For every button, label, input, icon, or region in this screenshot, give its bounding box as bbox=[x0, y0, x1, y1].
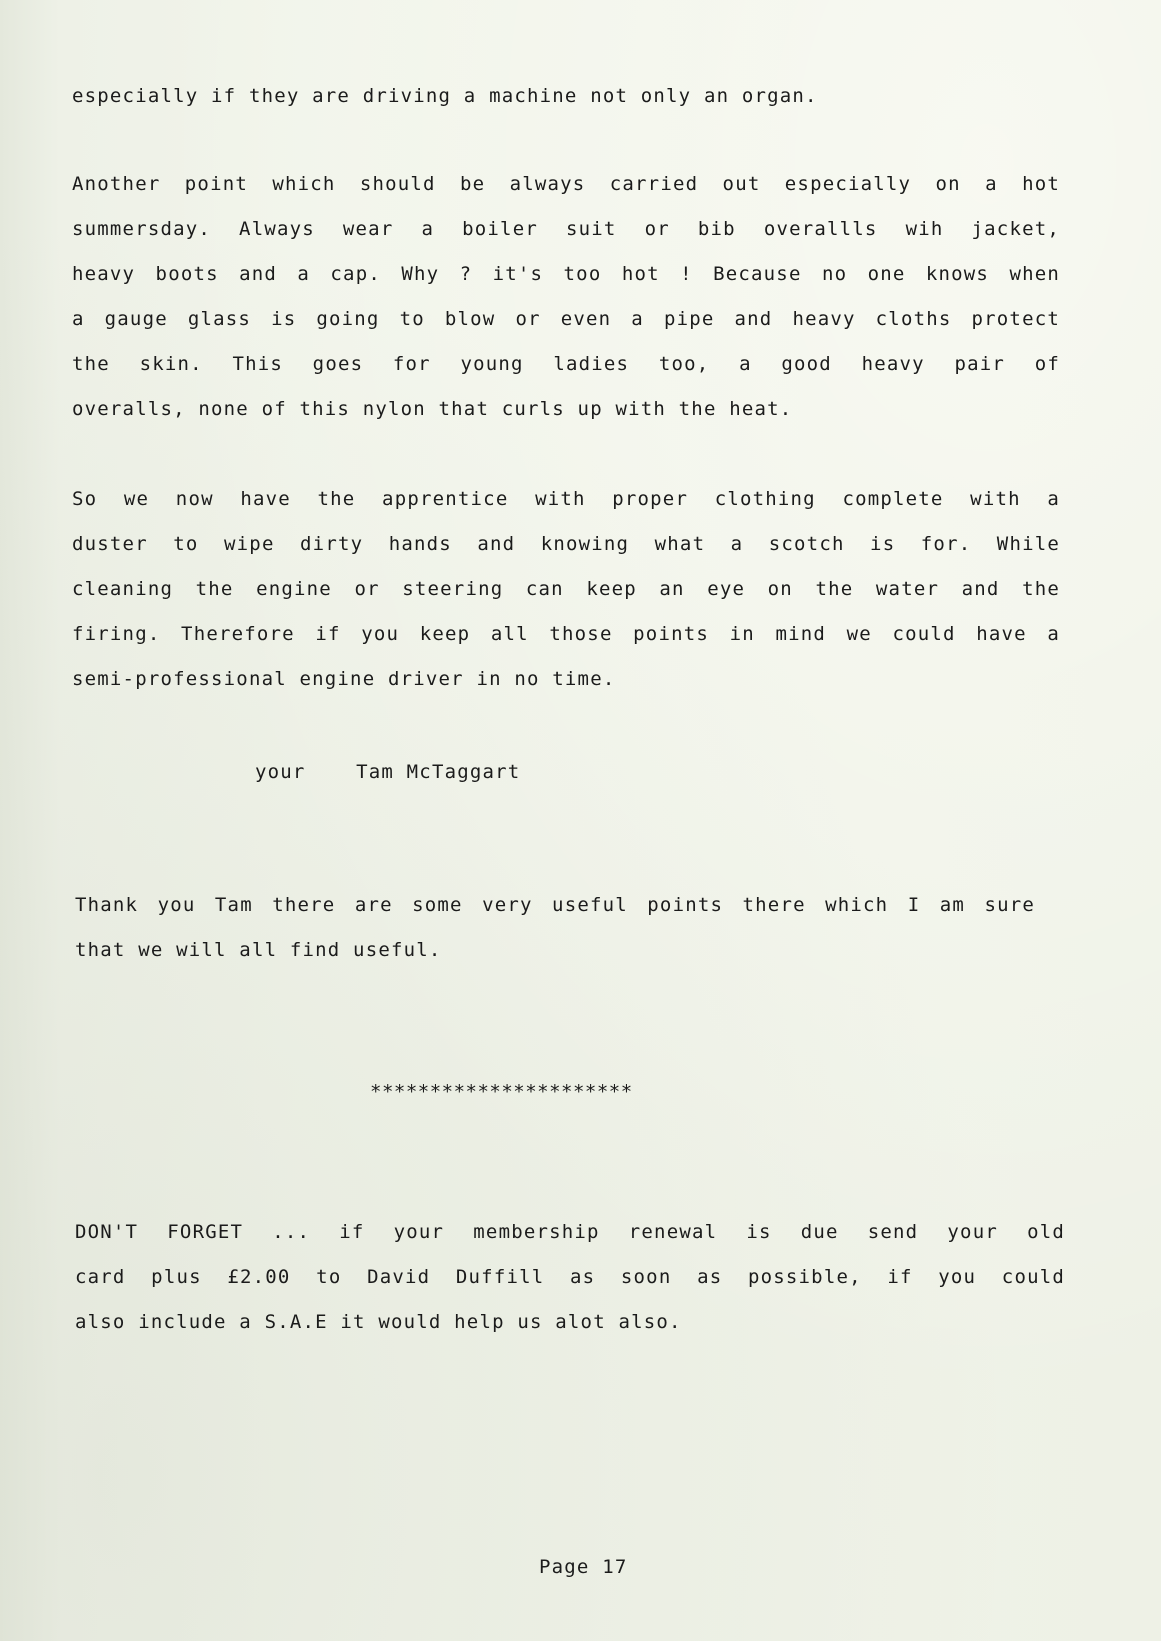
signature-line: your Tam McTaggart bbox=[255, 761, 521, 783]
text-line: Thank you Tam there are some very useful points there which I am sure bbox=[75, 894, 1035, 916]
text-line: duster to wipe dirty hands and knowing what a scotch is for. While bbox=[72, 533, 1060, 555]
text-line: summersday. Always wear a boiler suit or bib overallls wih jacket, bbox=[72, 218, 1060, 240]
text-line: that we will all find useful. bbox=[75, 939, 442, 961]
text-line: the skin. This goes for young ladies too, a good heavy pair of bbox=[72, 353, 1060, 375]
text-line: also include a S.A.E it would help us alot also. bbox=[75, 1311, 682, 1333]
text-line: card plus £2.00 to David Duffill as soon as possible, if you could bbox=[75, 1266, 1065, 1288]
text-line: DON'T FORGET ... if your membership renewal is due send your old bbox=[75, 1221, 1065, 1243]
text-line: heavy boots and a cap. Why ? it's too hot ! Because no one knows when bbox=[72, 263, 1060, 285]
page-number: Page 17 bbox=[539, 1556, 628, 1578]
text-line: So we now have the apprentice with proper clothing complete with a bbox=[72, 488, 1060, 510]
text-line: overalls, none of this nylon that curls up with the heat. bbox=[72, 398, 793, 420]
text-line: a gauge glass is going to blow or even a pipe and heavy cloths protect bbox=[72, 308, 1060, 330]
text-line: firing. Therefore if you keep all those points in mind we could have a bbox=[72, 623, 1060, 645]
section-divider: ********************** bbox=[370, 1081, 633, 1103]
text-line: cleaning the engine or steering can keep an eye on the water and the bbox=[72, 578, 1060, 600]
text-line: semi-professional engine driver in no time. bbox=[72, 668, 616, 690]
text-line: especially if they are driving a machine not only an organ. bbox=[72, 85, 818, 107]
text-line: Another point which should be always carried out especially on a hot bbox=[72, 173, 1060, 195]
